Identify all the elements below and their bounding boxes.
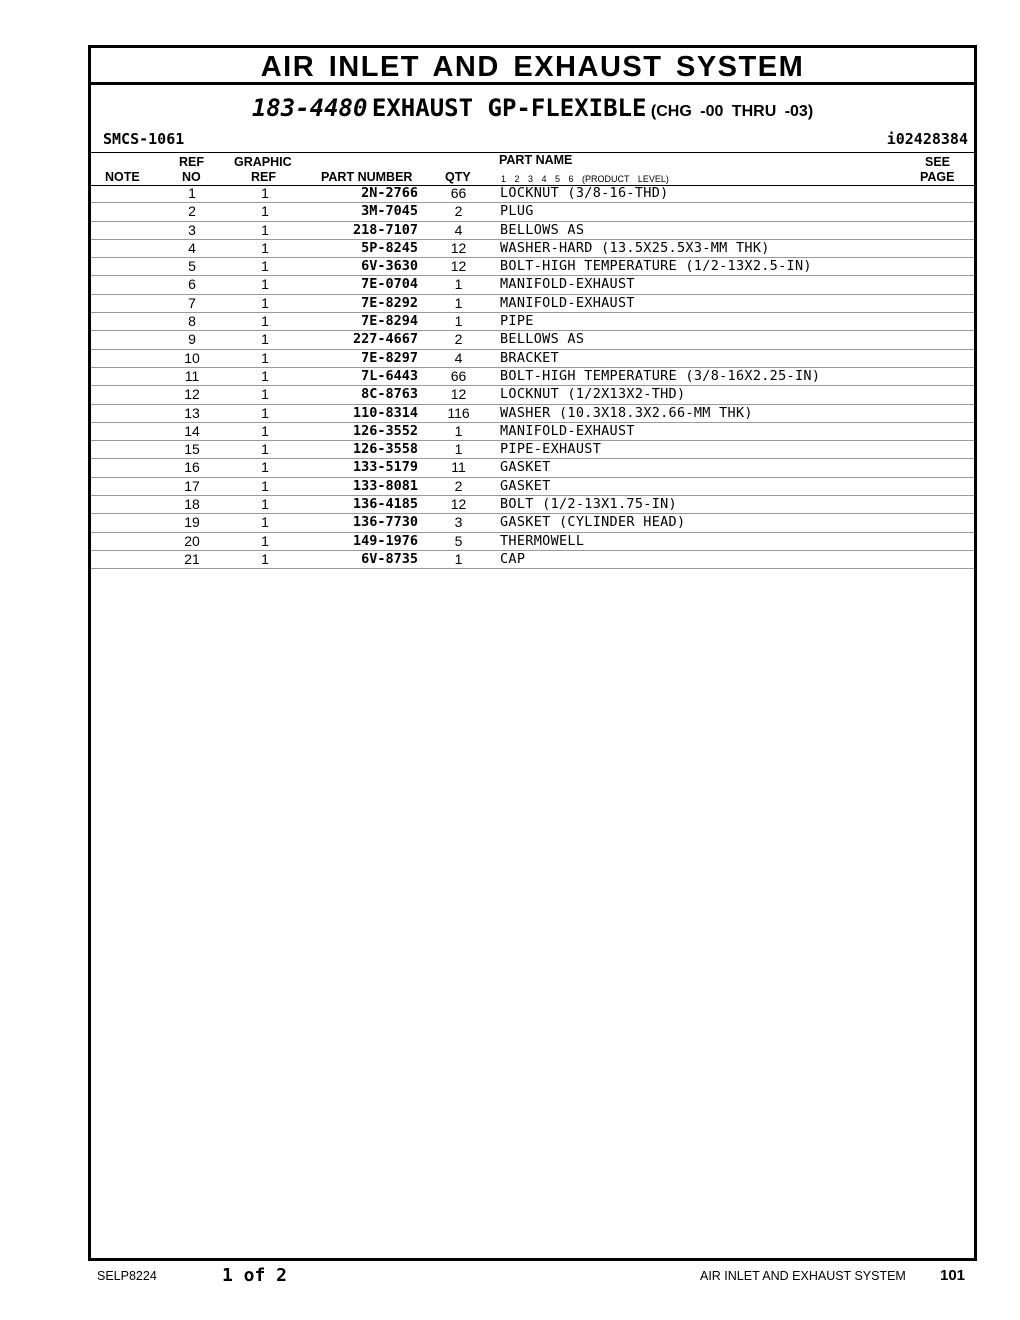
ref-no: 9 bbox=[188, 331, 196, 348]
parts-list bbox=[91, 185, 974, 569]
qty: 12 bbox=[450, 239, 467, 256]
qty: 12 bbox=[450, 386, 467, 403]
qty: 1 bbox=[454, 313, 463, 330]
qty: 5 bbox=[454, 532, 463, 549]
part-name: PLUG bbox=[500, 203, 534, 220]
ref-no: 21 bbox=[184, 550, 200, 567]
graphic-ref: 1 bbox=[261, 404, 269, 421]
part-name: MANIFOLD-EXHAUST bbox=[500, 276, 635, 293]
illustration-id: i02428384 bbox=[886, 130, 968, 148]
ref-no: 4 bbox=[188, 239, 196, 256]
graphic-ref: 1 bbox=[261, 386, 269, 403]
graphic-ref: 1 bbox=[261, 185, 269, 201]
part-name: LOCKNUT (1/2X13X2-THD) bbox=[500, 386, 686, 403]
header-ref-top: REF bbox=[179, 155, 204, 169]
qty: 4 bbox=[454, 221, 463, 238]
table-header bbox=[91, 152, 974, 186]
graphic-ref: 1 bbox=[261, 203, 269, 220]
ref-no: 6 bbox=[188, 276, 196, 293]
part-name: THERMOWELL bbox=[500, 532, 585, 549]
graphic-ref: 1 bbox=[261, 276, 269, 293]
part-number: 7L-6443 bbox=[361, 367, 418, 384]
ref-no: 3 bbox=[188, 221, 196, 238]
section-title: AIR INLET AND EXHAUST SYSTEM bbox=[260, 51, 805, 83]
graphic-ref: 1 bbox=[261, 422, 269, 439]
graphic-ref: 1 bbox=[261, 313, 269, 330]
graphic-ref: 1 bbox=[261, 459, 269, 476]
qty: 12 bbox=[450, 496, 467, 513]
graphic-ref: 1 bbox=[261, 349, 269, 366]
header-ref-bottom: NO bbox=[182, 170, 201, 184]
graphic-ref: 1 bbox=[261, 367, 269, 384]
part-name: PIPE bbox=[500, 313, 534, 330]
graphic-ref: 1 bbox=[261, 441, 269, 458]
section-title-bar bbox=[91, 48, 974, 85]
qty: 12 bbox=[450, 258, 467, 275]
group-change-range: (CHG -00 THRU -03) bbox=[650, 103, 814, 120]
table-row bbox=[91, 368, 974, 386]
part-name: GASKET bbox=[500, 477, 551, 494]
ref-no: 8 bbox=[188, 313, 196, 330]
part-number: 7E-0704 bbox=[361, 276, 418, 293]
table-row bbox=[91, 258, 974, 276]
qty: 66 bbox=[450, 367, 467, 384]
part-name: MANIFOLD-EXHAUST bbox=[500, 294, 635, 311]
table-row bbox=[91, 459, 974, 477]
part-name: BELLOWS AS bbox=[500, 221, 585, 238]
group-title bbox=[91, 94, 974, 122]
header-graphic-bottom: REF bbox=[251, 170, 276, 184]
part-number: 133-8081 bbox=[352, 477, 418, 494]
qty: 1 bbox=[454, 550, 463, 567]
qty: 1 bbox=[454, 294, 463, 311]
table-row bbox=[91, 478, 974, 496]
qty: 2 bbox=[454, 477, 463, 494]
qty: 2 bbox=[454, 203, 463, 220]
part-number: 218-7107 bbox=[352, 221, 418, 238]
part-number: 133-5179 bbox=[352, 459, 418, 476]
graphic-ref: 1 bbox=[261, 294, 269, 311]
table-row bbox=[91, 240, 974, 258]
table-row bbox=[91, 533, 974, 551]
ref-no: 5 bbox=[188, 258, 196, 275]
ref-no: 12 bbox=[184, 386, 200, 403]
ref-no: 14 bbox=[184, 422, 200, 439]
page-frame bbox=[88, 45, 977, 1261]
qty: 1 bbox=[454, 441, 463, 458]
ref-no: 1 bbox=[188, 185, 196, 201]
part-number: 8C-8763 bbox=[361, 386, 418, 403]
ref-no: 11 bbox=[184, 367, 200, 384]
part-name: CAP bbox=[500, 550, 526, 567]
part-name: LOCKNUT (3/8-16-THD) bbox=[500, 185, 669, 201]
part-number: 5P-8245 bbox=[361, 239, 418, 256]
header-graphic-top: GRAPHIC bbox=[234, 155, 292, 169]
part-name: BOLT-HIGH TEMPERATURE (3/8-16X2.25-IN) bbox=[500, 367, 821, 384]
part-name: BOLT-HIGH TEMPERATURE (1/2-13X2.5-IN) bbox=[500, 258, 812, 275]
graphic-ref: 1 bbox=[261, 221, 269, 238]
header-product-levels: 1 2 3 4 5 6 (PRODUCT LEVEL) bbox=[501, 174, 669, 184]
footer-doc-id: SELP8224 bbox=[97, 1269, 157, 1283]
header-part-name: PART NAME bbox=[499, 153, 573, 167]
graphic-ref: 1 bbox=[261, 258, 269, 275]
part-number: 3M-7045 bbox=[361, 203, 418, 220]
part-number: 7E-8297 bbox=[361, 349, 418, 366]
table-row bbox=[91, 313, 974, 331]
qty: 1 bbox=[454, 276, 463, 293]
part-number: 136-7730 bbox=[352, 514, 418, 531]
part-name: GASKET (CYLINDER HEAD) bbox=[500, 514, 686, 531]
part-number: 149-1976 bbox=[352, 532, 418, 549]
graphic-ref: 1 bbox=[261, 496, 269, 513]
table-row bbox=[91, 350, 974, 368]
part-name: PIPE-EXHAUST bbox=[500, 441, 602, 458]
part-number: 6V-3630 bbox=[361, 258, 418, 275]
ref-no: 16 bbox=[184, 459, 200, 476]
footer-section: AIR INLET AND EXHAUST SYSTEM bbox=[700, 1269, 906, 1283]
table-row bbox=[91, 331, 974, 349]
header-note: NOTE bbox=[105, 170, 140, 184]
table-row bbox=[91, 295, 974, 313]
table-row bbox=[91, 496, 974, 514]
qty: 116 bbox=[447, 404, 470, 421]
page-footer bbox=[0, 1265, 1020, 1289]
ref-no: 2 bbox=[188, 203, 196, 220]
header-part-number: PART NUMBER bbox=[321, 170, 413, 184]
part-number: 7E-8292 bbox=[361, 294, 418, 311]
table-row bbox=[91, 514, 974, 532]
part-name: WASHER-HARD (13.5X25.5X3-MM THK) bbox=[500, 239, 770, 256]
qty: 3 bbox=[454, 514, 463, 531]
graphic-ref: 1 bbox=[261, 514, 269, 531]
part-name: BRACKET bbox=[500, 349, 559, 366]
table-row bbox=[91, 423, 974, 441]
graphic-ref: 1 bbox=[261, 550, 269, 567]
ref-no: 18 bbox=[184, 496, 200, 513]
header-see-bottom: PAGE bbox=[920, 170, 955, 184]
graphic-ref: 1 bbox=[261, 477, 269, 494]
group-name: EXHAUST GP-FLEXIBLE bbox=[371, 94, 647, 122]
footer-page-of: 1 of 2 bbox=[222, 1265, 288, 1286]
part-number: 126-3558 bbox=[352, 441, 418, 458]
ref-no: 13 bbox=[184, 404, 200, 421]
qty: 4 bbox=[454, 349, 463, 366]
group-part-number: 183-4480 bbox=[251, 94, 368, 122]
footer-page-number: 101 bbox=[940, 1267, 966, 1284]
qty: 2 bbox=[454, 331, 463, 348]
graphic-ref: 1 bbox=[261, 532, 269, 549]
table-row bbox=[91, 386, 974, 404]
ref-no: 10 bbox=[184, 349, 200, 366]
part-name: BOLT (1/2-13X1.75-IN) bbox=[500, 496, 677, 513]
header-qty: QTY bbox=[445, 170, 471, 184]
graphic-ref: 1 bbox=[261, 331, 269, 348]
part-number: 227-4667 bbox=[352, 331, 418, 348]
qty: 11 bbox=[451, 459, 466, 476]
part-name: GASKET bbox=[500, 459, 551, 476]
part-name: BELLOWS AS bbox=[500, 331, 585, 348]
table-row bbox=[91, 185, 974, 203]
table-row bbox=[91, 441, 974, 459]
table-row bbox=[91, 405, 974, 423]
part-number: 136-4185 bbox=[352, 496, 418, 513]
table-row bbox=[91, 203, 974, 221]
ref-no: 7 bbox=[188, 294, 196, 311]
ref-no: 20 bbox=[184, 532, 200, 549]
part-number: 2N-2766 bbox=[361, 185, 418, 201]
part-number: 126-3552 bbox=[352, 422, 418, 439]
ref-no: 17 bbox=[184, 477, 200, 494]
header-see-top: SEE bbox=[925, 155, 951, 169]
part-name: MANIFOLD-EXHAUST bbox=[500, 422, 635, 439]
table-row bbox=[91, 276, 974, 294]
table-row bbox=[91, 551, 974, 569]
table-row bbox=[91, 222, 974, 240]
part-number: 6V-8735 bbox=[361, 550, 418, 567]
ref-no: 19 bbox=[184, 514, 200, 531]
smcs-code: SMCS-1061 bbox=[103, 130, 185, 148]
graphic-ref: 1 bbox=[261, 239, 269, 256]
part-number: 7E-8294 bbox=[361, 313, 418, 330]
qty: 1 bbox=[454, 422, 463, 439]
ref-no: 15 bbox=[184, 441, 200, 458]
part-number: 110-8314 bbox=[352, 404, 418, 421]
part-name: WASHER (10.3X18.3X2.66-MM THK) bbox=[500, 404, 753, 421]
qty: 66 bbox=[450, 185, 467, 201]
